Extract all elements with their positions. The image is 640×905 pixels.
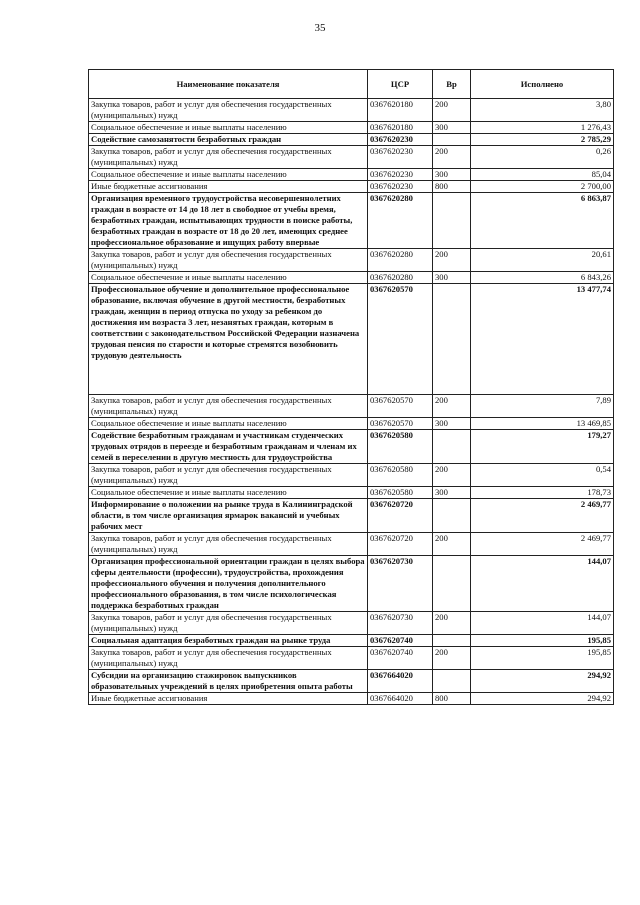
cell-csr: 0367620570 (368, 418, 433, 430)
table-row (89, 612, 614, 635)
cell-name: Социальное обеспечение и иные выплаты населению (89, 272, 368, 284)
cell-executed: 179,27 (471, 430, 614, 464)
cell-executed: 6 863,87 (471, 193, 614, 249)
cell-executed: 294,92 (471, 693, 614, 705)
cell-name: Содействие самозанятости безработных граждан (89, 134, 368, 146)
cell-name: Закупка товаров, работ и услуг для обеспечения государственных (муниципальных) нужд (89, 612, 368, 635)
cell-name: Социальная адаптация безработных граждан на рынке труда (89, 635, 368, 647)
cell-executed: 13 469,85 (471, 418, 614, 430)
table-row (89, 430, 614, 464)
cell-csr: 0367620230 (368, 146, 433, 169)
cell-csr: 0367620730 (368, 612, 433, 635)
cell-csr: 0367620280 (368, 249, 433, 272)
cell-vr: 300 (433, 122, 471, 134)
cell-vr (433, 670, 471, 693)
table-row (89, 122, 614, 134)
cell-executed: 195,85 (471, 635, 614, 647)
cell-executed: 144,07 (471, 556, 614, 612)
cell-csr: 0367620720 (368, 499, 433, 533)
cell-vr (433, 635, 471, 647)
cell-name: Организация временного трудоустройства несовершеннолетних граждан в возрасте от 14 до 18 лет в свободное от учебы время, безработных граждан, испытывающих трудности в поиске работы, безработных граждан в возрасте от 18 до 20 лет, имеющих среднее профессиональное образование и ищущих работу впервые (89, 193, 368, 249)
cell-executed: 195,85 (471, 647, 614, 670)
cell-executed: 85,04 (471, 169, 614, 181)
cell-executed: 294,92 (471, 670, 614, 693)
cell-executed: 144,07 (471, 612, 614, 635)
cell-vr: 200 (433, 464, 471, 487)
table-row (89, 635, 614, 647)
cell-csr: 0367620580 (368, 464, 433, 487)
cell-csr: 0367620280 (368, 272, 433, 284)
cell-csr: 0367620580 (368, 487, 433, 499)
cell-csr: 0367620230 (368, 169, 433, 181)
cell-vr: 200 (433, 146, 471, 169)
cell-vr: 200 (433, 395, 471, 418)
cell-vr (433, 193, 471, 249)
cell-name: Закупка товаров, работ и услуг для обеспечения государственных (муниципальных) нужд (89, 99, 368, 122)
cell-name: Иные бюджетные ассигнования (89, 693, 368, 705)
table-row (89, 647, 614, 670)
table-row (89, 487, 614, 499)
table-row (89, 499, 614, 533)
table-row (89, 249, 614, 272)
cell-name: Закупка товаров, работ и услуг для обеспечения государственных (муниципальных) нужд (89, 249, 368, 272)
cell-vr: 200 (433, 612, 471, 635)
cell-csr: 0367620280 (368, 193, 433, 249)
cell-executed: 1 276,43 (471, 122, 614, 134)
table-row (89, 395, 614, 418)
cell-executed: 0,26 (471, 146, 614, 169)
cell-csr: 0367664020 (368, 693, 433, 705)
cell-csr: 0367620720 (368, 533, 433, 556)
table-row (89, 272, 614, 284)
cell-vr (433, 556, 471, 612)
cell-csr: 0367664020 (368, 670, 433, 693)
cell-name: Профессиональное обучение и дополнительное профессиональное образование, включая обучение в другой местности, безработных граждан, женщин в период отпуска по уходу за ребенком до достижения им возраста 3 лет, незанятых граждан, которым в соответствии с законодательством Российской Федерации назначена трудовая пенсия по старости и которые стремятся возобновить трудовую деятельность (89, 284, 368, 395)
cell-csr: 0367620740 (368, 635, 433, 647)
cell-vr: 300 (433, 272, 471, 284)
table-row (89, 193, 614, 249)
cell-executed: 2 700,00 (471, 181, 614, 193)
cell-name: Содействие безработным гражданам и участникам студенческих трудовых отрядов в переезде и безработным гражданам и членам их семей в переселении в другую местность для трудоустройства (89, 430, 368, 464)
cell-vr: 300 (433, 418, 471, 430)
cell-name: Закупка товаров, работ и услуг для обеспечения государственных (муниципальных) нужд (89, 647, 368, 670)
cell-vr: 800 (433, 693, 471, 705)
table-row (89, 181, 614, 193)
cell-name: Закупка товаров, работ и услуг для обеспечения государственных (муниципальных) нужд (89, 533, 368, 556)
table-row (89, 464, 614, 487)
cell-name: Закупка товаров, работ и услуг для обеспечения государственных (муниципальных) нужд (89, 146, 368, 169)
cell-csr: 0367620740 (368, 647, 433, 670)
cell-csr: 0367620230 (368, 134, 433, 146)
column-header-csr: ЦСР (368, 70, 433, 99)
cell-executed: 0,54 (471, 464, 614, 487)
page-number: 35 (314, 22, 326, 34)
cell-csr: 0367620730 (368, 556, 433, 612)
cell-name: Социальное обеспечение и иные выплаты населению (89, 169, 368, 181)
cell-executed: 13 477,74 (471, 284, 614, 395)
table-row (89, 670, 614, 693)
cell-vr: 200 (433, 99, 471, 122)
cell-name: Социальное обеспечение и иные выплаты населению (89, 122, 368, 134)
cell-executed: 20,61 (471, 249, 614, 272)
table-row (89, 99, 614, 122)
cell-executed: 2 469,77 (471, 499, 614, 533)
cell-vr: 200 (433, 533, 471, 556)
cell-csr: 0367620180 (368, 122, 433, 134)
cell-executed: 178,73 (471, 487, 614, 499)
table-row (89, 169, 614, 181)
cell-name: Информирование о положении на рынке труда в Калининградской области, в том числе организация ярмарок вакансий и учебных рабочих мест (89, 499, 368, 533)
table-header-row (89, 70, 614, 99)
cell-name: Социальное обеспечение и иные выплаты населению (89, 418, 368, 430)
cell-name: Субсидии на организацию стажировок выпускников образовательных учреждений в целях приобретения опыта работы (89, 670, 368, 693)
cell-name: Закупка товаров, работ и услуг для обеспечения государственных (муниципальных) нужд (89, 464, 368, 487)
cell-executed: 2 469,77 (471, 533, 614, 556)
cell-executed: 3,80 (471, 99, 614, 122)
cell-name: Закупка товаров, работ и услуг для обеспечения государственных (муниципальных) нужд (89, 395, 368, 418)
cell-csr: 0367620570 (368, 284, 433, 395)
table-row (89, 284, 614, 395)
cell-vr: 200 (433, 647, 471, 670)
cell-vr: 300 (433, 169, 471, 181)
cell-vr (433, 430, 471, 464)
cell-vr: 200 (433, 249, 471, 272)
cell-vr: 300 (433, 487, 471, 499)
table-row (89, 134, 614, 146)
cell-vr (433, 284, 471, 395)
budget-execution-table (88, 69, 614, 705)
cell-name: Социальное обеспечение и иные выплаты населению (89, 487, 368, 499)
table-row (89, 556, 614, 612)
cell-executed: 7,89 (471, 395, 614, 418)
table-row (89, 418, 614, 430)
cell-executed: 2 785,29 (471, 134, 614, 146)
column-header-executed: Исполнено (471, 70, 614, 99)
cell-csr: 0367620570 (368, 395, 433, 418)
cell-name: Иные бюджетные ассигнования (89, 181, 368, 193)
cell-csr: 0367620180 (368, 99, 433, 122)
column-header-vr: Вр (433, 70, 471, 99)
table-row (89, 693, 614, 705)
cell-csr: 0367620230 (368, 181, 433, 193)
cell-executed: 6 843,26 (471, 272, 614, 284)
cell-vr: 800 (433, 181, 471, 193)
cell-vr (433, 499, 471, 533)
cell-name: Организация профессиональной ориентации граждан в целях выбора сферы деятельности (профессии), трудоустройства, прохождения профессионального обучения и получения дополнительного профессионального образования, в том числе психологическая поддержка безработных граждан (89, 556, 368, 612)
table-row (89, 146, 614, 169)
table-row (89, 533, 614, 556)
cell-vr (433, 134, 471, 146)
cell-csr: 0367620580 (368, 430, 433, 464)
column-header-name: Наименование показателя (89, 70, 368, 99)
